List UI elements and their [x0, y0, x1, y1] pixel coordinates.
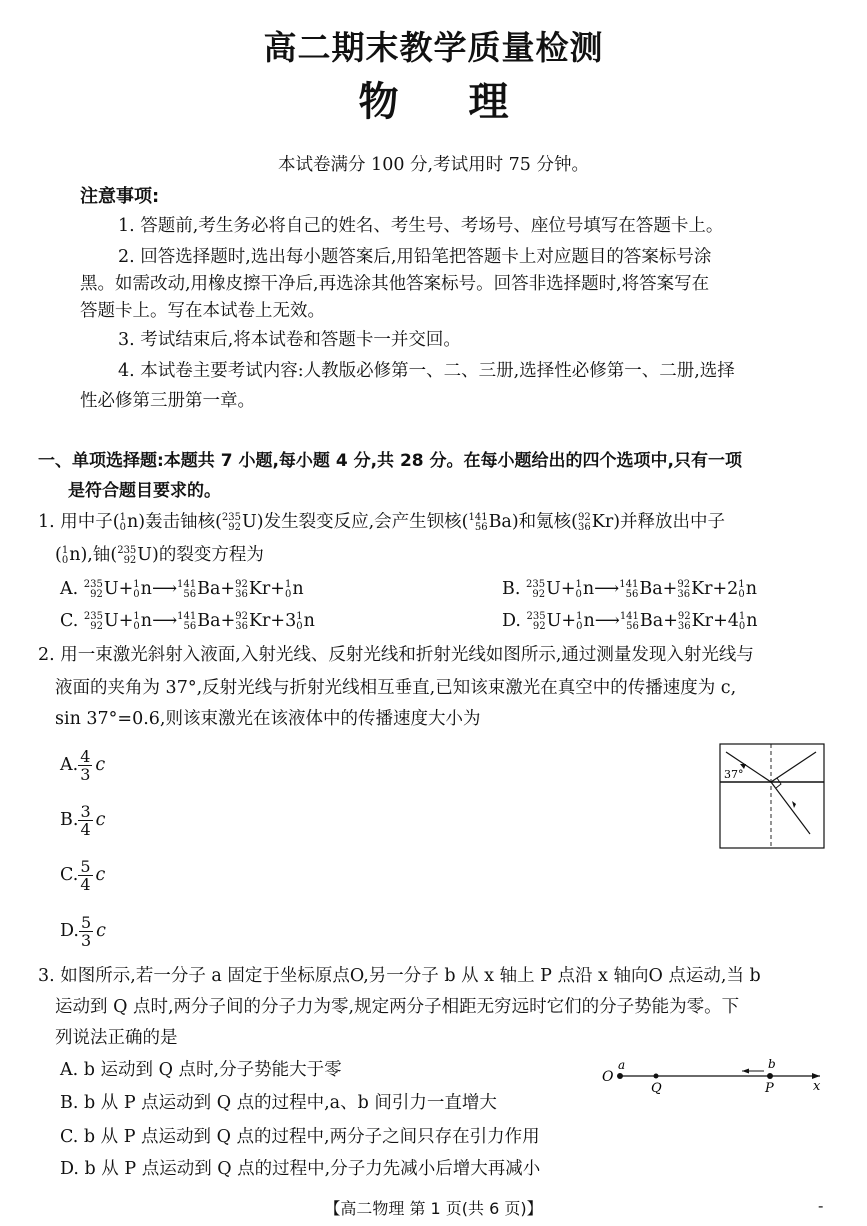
q3-stem-line3: 列说法正确的是: [55, 1028, 178, 1048]
label-x: x: [813, 1079, 821, 1094]
section-heading-cont: 是符合题目要求的。: [68, 481, 221, 501]
q2-option-c[interactable]: C. $\frac{5}{4}$ c: [60, 857, 106, 894]
q2-option-b[interactable]: B. $\frac{3}{4}$ c: [60, 802, 106, 839]
label-a: a: [618, 1058, 626, 1072]
notice-heading: 注意事项:: [80, 186, 160, 207]
right-angle-mark: [776, 778, 781, 788]
q2-option-a[interactable]: A. $\frac{4}{3}$ c: [60, 747, 106, 784]
notice-item: 性必修第三册第一章。: [80, 391, 255, 411]
label-b: b: [768, 1058, 776, 1071]
footer-mark: -: [818, 1196, 824, 1215]
q2-stem-line2: 液面的夹角为 37°,反射光线与折射光线相互垂直,已知该束激光在真空中的传播速度为 c,: [55, 678, 737, 698]
subject-title: 物理: [358, 79, 579, 125]
molecule-b: [767, 1073, 773, 1079]
molecule-a: [617, 1073, 623, 1079]
notice-item: 4. 本试卷主要考试内容:人教版必修第一、二、三册,选择性必修第一、二册,选择: [118, 361, 735, 381]
point-q: [654, 1074, 659, 1079]
q3-option-c[interactable]: C. b 从 P 点运动到 Q 点的过程中,两分子之间只存在引力作用: [60, 1127, 540, 1147]
q1-stem-line1: 1. 用中子( 1 0 n)轰击铀核( 235 92 U)发生裂变反应,会产生钡核( 141 56 Ba)和氪核( 92 36 Kr)并释放出中子: [38, 511, 726, 533]
refracted-arrow: [792, 801, 796, 808]
q1-stem-line2: ( 1 0 n),铀( 235 92 U)的裂变方程为: [55, 544, 264, 566]
notice-item: 3. 考试结束后,将本试卷和答题卡一并交回。: [118, 330, 461, 350]
label-q: Q: [651, 1081, 662, 1096]
label-p: P: [765, 1081, 774, 1096]
q2-stem-line3: sin 37°=0.6,则该束激光在该液体中的传播速度大小为: [55, 709, 481, 729]
label-o: O: [602, 1069, 614, 1085]
motion-arrow: [742, 1069, 749, 1074]
q2-option-d[interactable]: D. $\frac{5}{3}$ c: [60, 913, 106, 950]
q1-option-b[interactable]: B. 235 92 U+ 1 0 n⟶ 141 56 Ba+ 92 36 Kr+2 1 0 n: [502, 578, 757, 600]
reflected-ray: [771, 752, 816, 782]
q1-option-d[interactable]: D. 235 92 U+ 1 0 n⟶ 141 56 Ba+ 92 36 Kr+4 1 0 n: [502, 610, 758, 632]
q1-option-a[interactable]: A. 235 92 U+ 1 0 n⟶ 141 56 Ba+ 92 36 Kr+ 1 0 n: [60, 578, 304, 600]
notice-item: 答题卡上。写在本试卷上无效。: [80, 301, 325, 321]
q3-option-b[interactable]: B. b 从 P 点运动到 Q 点的过程中,a、b 间引力一直增大: [60, 1093, 497, 1113]
angle-label: 37°: [724, 768, 744, 781]
exam-title: 高二期末教学质量检测: [263, 28, 604, 67]
molecule-axis-figure: [598, 1058, 830, 1098]
notice-item: 黑。如需改动,用橡皮擦干净后,再选涂其他答案标号。回答非选择题时,将答案写在: [80, 274, 710, 294]
q3-stem-line1: 3. 如图所示,若一分子 a 固定于坐标原点O,另一分子 b 从 x 轴上 P 点沿 x 轴向O 点运动,当 b: [38, 966, 761, 986]
q3-option-a[interactable]: A. b 运动到 Q 点时,分子势能大于零: [60, 1060, 342, 1080]
refracted-ray: [771, 782, 810, 834]
q3-option-d[interactable]: D. b 从 P 点运动到 Q 点的过程中,分子力先减小后增大再减小: [60, 1159, 541, 1179]
notice-item: 1. 答题前,考生务必将自己的姓名、考生号、考场号、座位号填写在答题卡上。: [118, 216, 724, 236]
refraction-figure: [716, 740, 828, 852]
section-heading: 一、单项选择题:本题共 7 小题,每小题 4 分,共 28 分。在每小题给出的四个选项中,只有一项: [38, 451, 742, 471]
exam-info: 本试卷满分 100 分,考试用时 75 分钟。: [278, 155, 589, 175]
q2-stem-line1: 2. 用一束激光斜射入液面,入射光线、反射光线和折射光线如图所示,通过测量发现入射光线与: [38, 645, 754, 665]
q1-option-c[interactable]: C. 235 92 U+ 1 0 n⟶ 141 56 Ba+ 92 36 Kr+3 1 0 n: [60, 610, 315, 632]
notice-item: 2. 回答选择题时,选出每小题答案后,用铅笔把答题卡上对应题目的答案标号涂: [118, 247, 712, 267]
q3-stem-line2: 运动到 Q 点时,两分子间的分子力为零,规定两分子相距无穷远时它们的分子势能为零。下: [55, 997, 740, 1017]
page-footer: 【高二物理 第 1 页(共 6 页)】: [324, 1199, 543, 1218]
